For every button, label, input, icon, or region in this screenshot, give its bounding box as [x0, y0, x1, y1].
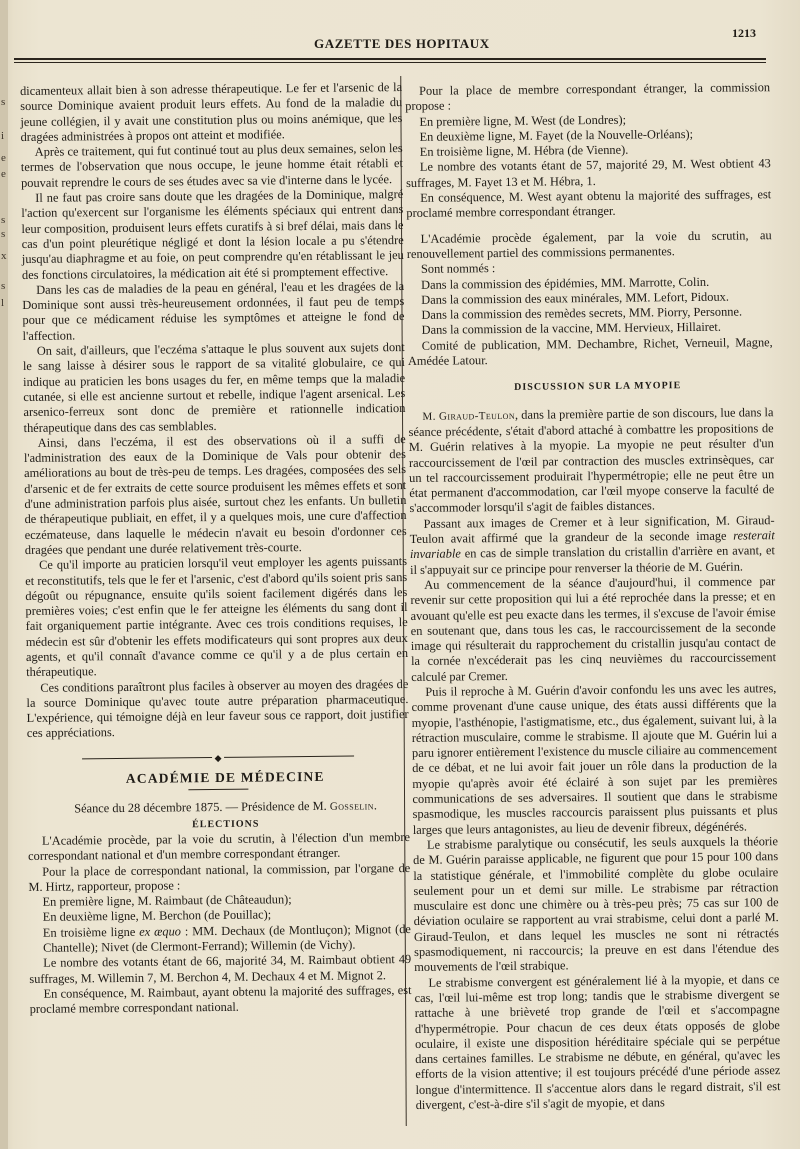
speaker-name: M. Giraud-Teulon — [422, 409, 516, 423]
list-item: En troisième ligne, M. Hébra (de Vienne). — [419, 142, 629, 160]
list-item: En deuxième ligne, M. Fayet (de la Nouvelle-Orléans); — [419, 126, 694, 144]
list-item: En première ligne, M. West (de Londres); — [419, 112, 627, 129]
paragraph: Après ce traitement, qui fut continué tout au plus deux semaines, selon les termes de l'observation que nous occupe, le jeune homme était rétabli et pouvait reprendre le cours de ses études avec sa vie d'interne dans le lycée. — [20, 141, 403, 190]
list-item: Dans la commission des remèdes secrets, MM. Piorry, Personne. — [421, 304, 743, 322]
section-title: ACADÉMIE DE MÉDECINE — [125, 768, 325, 786]
paragraph: M. Giraud-Teulon, dans la première partie de son discours, lue dans la séance précédente, s'était d'abord attaché à combattre les propositions de M. Guérin relatives à la myopie. La myopie ne peut résulter d'un raccourcissement de l'œil par contraction des muscles extrinsèques, car un tel raccourcissement produirait l'hypermétropie; elle ne peut être un état permanent d'accommodation, car l'œil myope conserve la faculté de s'accommoder lorsqu'il s'agit de faibles distances. — [408, 404, 775, 516]
paragraph: Le nombre des votants étant de 57, majorité 29, M. West obtient 43 suffrages, M. Fayet 13 et M. Hébra, 1. — [405, 156, 771, 190]
list-item: En deuxième ligne, M. Berchon (de Pouillac); — [42, 907, 272, 925]
paragraph: Au commencement de la séance d'aujourd'hui, il commence par revenir sur cette proposition qui lui a été reprochée dans la presse; et en avouant qu'elle est peu exacte dans les termes, il s'excuse de l'avoir émise en soutenant que, dans tous les cas, le raccourcissement de la seconde image qui résulterait du rapprochement du cristallin jusqu'au contact de la cornée n'excéderait pas les cinq neuvièmes du raccourcissement calculé par Cremer. — [410, 574, 777, 684]
right-column — [405, 80, 781, 1113]
header-rule-thin — [14, 62, 766, 63]
page-number: 1213 — [732, 26, 756, 40]
paragraph: Dans les cas de maladies de la peau en général, l'eau et les dragées de la Dominique sont aussi très-heureusement ordonnées, il faut peu de temps pour que ce médicament réduise les symptômes et atteigne le fond de l'affection. — [22, 278, 405, 343]
paragraph: Le strabisme convergent est généralement lié à la myopie, et dans ce cas, l'œil lui-même est trop long; tandis que le strabisme divergent se rattache à une brièveté trop grande de l'œil et s'accompagne d'hypermétropie. Pour chacun de ces deux états opposés de globe oculaire, il existe une disposition héréditaire spéciale qui se perpétue dans certaines familles. Le strabisme ne débute, en général, qu'avec les efforts de la vision attentive; il est toujours précédé d'une période assez longue d'intermittence. Il s'accentue alors dans le regard distrait, s'il est divergent, c'est-à-dire s'il s'agit de myopie, et dans — [414, 971, 781, 1112]
paragraph: Ce qu'il importe au praticien lorsqu'il veut employer les agents puissants et reconstitutifs, tels que le fer et l'arsenic, c'est d'abord qu'ils soient pris sans dégoût ou répugnance, ensuite qu'ils soient facilement digérés dans les premières voies; c'est enfin que le fer atteigne les éléments du sang dont il fait organiquement partie intégrante. Avec ces trois conditions requises, le médecin est sûr d'obtenir les effets modificateurs qui sont propres aux deux agents, et qu'il connaît d'avance comme ce qu'il y a de plus certain en thérapeutique. — [25, 554, 409, 680]
left-column — [20, 80, 412, 1017]
subsection-title: ÉLECTIONS — [192, 818, 260, 830]
edge-mark: e — [1, 152, 6, 164]
list-item: Dans la commission des eaux minérales, MM. Lefort, Pidoux. — [421, 289, 729, 307]
edge-mark: s — [1, 96, 6, 108]
edge-mark: e — [1, 168, 6, 180]
paragraph: En conséquence, M. West ayant obtenu la majorité des suffrages, est proclamé membre correspondant étranger. — [406, 187, 772, 221]
page-header — [14, 26, 784, 66]
paragraph: Ainsi, dans l'eczéma, il est des observations où il a suffi de l'administration des eaux de la Dominique de Vals pour obtenir des améliorations au bout de très-peu de temps. Les dragées, composées des sels d'arsenic et de fer extraits de cette source produisent les mêmes effets et sont d'une administration parfois plus aisée, surtout chez les enfants. Un bulletin de thérapeutique publiait, en effet, il y a quelques mois, une cure d'affection eczémateuse, dans laquelle le médecin n'avait eu besoin d'ordonner ces dragées que pendant une durée relativement très-courte. — [23, 431, 407, 557]
paragraph: Passant aux images de Cremer et à leur signification, M. Giraud-Teulon avait affirmé que la grandeur de la seconde image resterait invariable en cas de simple translation du cristallin d'arrière en avant, et il s'appuyait sur ce principe pour renverser la théorie de M. Guérin. — [409, 512, 775, 577]
edge-mark: l — [1, 297, 5, 309]
paragraph: Le strabisme paralytique ou consécutif, les seuls auxquels la théorie de M. Guérin paraisse applicable, ne figurent que pour 15 pour 100 dans la statistique générale, et l'immobilité complète du globe oculaire seulement pour un et demi sur mille. Le strabisme par rétraction musculaire est donc une chimère ou à très-peu près; 75 cas sur 100 de déviation oculaire se rapportent au vrai strabisme, celui dont a parlé M. Giraud-Teulon, et dans lequel les muscles ne sont ni rétractés spasmodiquement, ni raccourcis; la preuve en est dans l'étendue des mouvements de l'œil strabique. — [413, 834, 780, 975]
title-rule — [188, 789, 248, 791]
italic-text: resterait invariable — [409, 528, 775, 562]
edge-mark: s — [1, 214, 6, 226]
list-item: Dans la commission de la vaccine, MM. Hervieux, Hillairet. — [421, 320, 722, 338]
italic-text: ex æquo — [139, 924, 182, 939]
paragraph: Puis il reproche à M. Guérin d'avoir confondu les uns avec les autres, comme provenant d'une cause unique, des états aussi différents que la myopie, l'asthénopie, l'astigmatisme, etc., dus également, suivant lui, à la rétraction musculaire, comme le strabisme. Il ajoute que M. Guérin lui a paru ignorer entièrement l'existence du muscle ciliaire au commencement de ce débat, et ne lui avoir fait jouer un rôle dans la production de la myopie qu'après avoir été éclairé à son sujet par les premières communications de ses adversaires. Il soutient que dans le strabisme spasmodique, les muscles raccourcis paraissent plus puissants et plus larges que leurs antagonistes, au lieu de devenir fibreux, dégénérés. — [411, 681, 778, 837]
paragraph: Pour la place de membre correspondant étranger, la commission propose : — [405, 80, 771, 114]
subsection-title: DISCUSSION SUR LA MYOPIE — [514, 380, 682, 394]
section-separator: ◆ — [27, 748, 409, 768]
list-item: Sont nommés : — [420, 261, 496, 277]
paragraph: Comité de publication, MM. Dechambre, Richet, Verneuil, Magne, Amédée Latour. — [407, 334, 773, 369]
paragraph: Le nombre des votants étant de 66, majorité 34, M. Raimbaut obtient 49 suffrages, M. Willemin 7, M. Berchon 4, M. Dechaux 4 et M. Mignot 2. — [29, 952, 412, 986]
paragraph: dicamenteux allait bien à son adresse thérapeutique. Le fer et l'arsenic de la source Dominique avaient produit leurs effets. Au fond de la maladie du jeune collégien, il y avait une constitution plus ou moins anémique, que les dragées administrées à propos ont atteint et modifiée. — [20, 79, 403, 144]
paragraph: Il ne faut pas croire sans doute que les dragées de la Dominique, malgré l'action qu'exercent sur l'organisme les éléments spéciaux qui entrent dans leur composition, produisent leurs effets curatifs à si bref délai, mais dans le cas d'un point pleurétique négligé et dont la lésion locale a pu s'étendre jusqu'au diaphragme et au foie, on peut comprendre qu'en rétablissant le jeu des fonctions circulatoires, la médication ait été si promptement effective. — [21, 187, 404, 282]
paragraph: Ces conditions paraîtront plus faciles à observer au moyen des dragées de la source Dominique qu'avec toute autre préparation pharmaceutique. L'expérience, qui témoigne déjà en leur faveur sous ce rapport, doit justifier ces appréciations. — [26, 676, 409, 741]
edge-mark: x — [1, 250, 7, 262]
paragraph: L'Académie procède également, par la voie du scrutin, au renouvellement partiel des commissions permanentes. — [406, 227, 772, 261]
list-item: Dans la commission des épidémies, MM. Marrotte, Colin. — [421, 274, 710, 292]
edge-mark: i — [1, 130, 5, 142]
list-item: En première ligne, M. Raimbaut (de Châteaudun); — [42, 892, 292, 909]
paragraph: L'Académie procède, par la voie du scrutin, à l'élection d'un membre correspondant national et d'un membre correspondant étranger. — [28, 829, 410, 864]
paragraph: Pour la place de correspondant national, la commission, par l'organe de M. Hirtz, rapporteur, propose : — [28, 860, 411, 894]
paragraph: On sait, d'ailleurs, que l'eczéma s'attaque le plus souvent aux sujets dont le sang laisse à désirer sous le rapport de sa vitalité globulaire, ce qui indique au praticien les bons usages du fer, en même temps que la maladie cutanée, si elle est ancienne surtout et rebelle, indique l'agent arsenical. Les arsenico-ferreux sont donc de première et rationnelle indication thérapeutique dans des cas semblables. — [22, 340, 406, 435]
president-name: Gosselin — [329, 800, 374, 814]
header-rule — [14, 58, 766, 60]
seance-line: Séance du 28 décembre 1875. — Présidence de M. Gosselin. — [74, 798, 378, 816]
edge-mark: s — [1, 228, 6, 240]
edge-mark: s — [1, 280, 6, 292]
list-item: En troisième ligne ex æquo : MM. Dechaux (de Montluçon); Mignot (de Chantelle); Nivet (de Clermont-Ferrand); Willemin (de Vichy). — [42, 921, 411, 955]
newspaper-title: GAZETTE DES HOPITAUX — [314, 36, 490, 51]
paragraph: En conséquence, M. Raimbaut, ayant obtenu la majorité des suffrages, est proclamé membre correspondant national. — [29, 982, 412, 1017]
